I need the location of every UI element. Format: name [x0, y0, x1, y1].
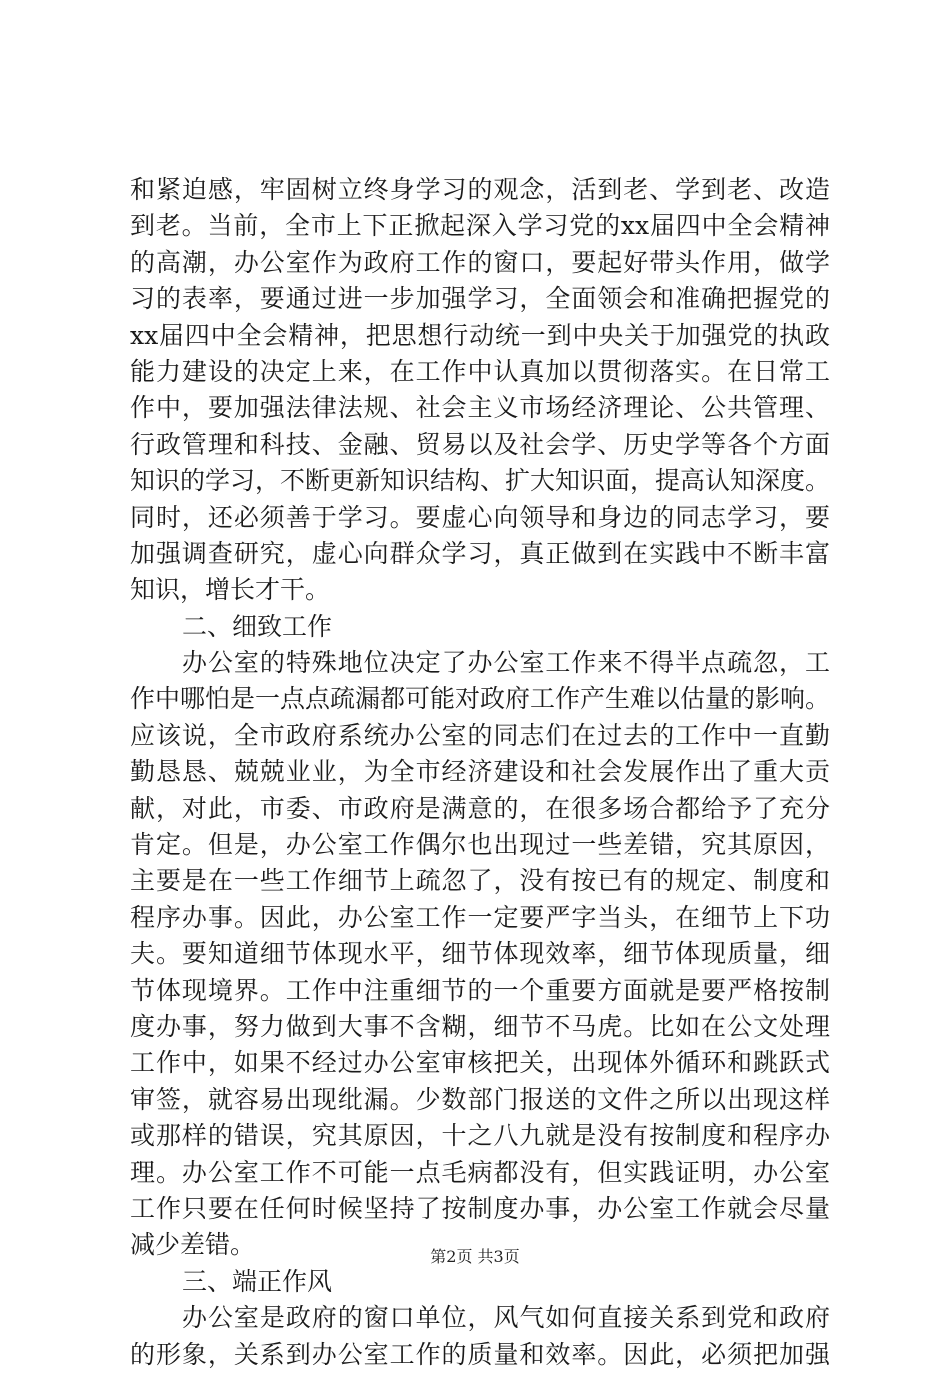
text-line: 勤恳恳、兢兢业业，为全市经济建设和社会发展作出了重大贡	[130, 757, 830, 787]
text-line: 三、端正作风	[182, 1266, 333, 1296]
text-line: 应该说，全市政府系统办公室的同志们在过去的工作中一直勤	[130, 720, 830, 750]
text-line: 工作中，如果不经过办公室审核把关，出现体外循环和跳跃式	[130, 1048, 830, 1078]
text-line: 能力建设的决定上来，在工作中认真加以贯彻落实。在日常工	[130, 356, 830, 386]
text-line: 办公室是政府的窗口单位，风气如何直接关系到党和政府	[182, 1303, 830, 1333]
text-line: 或那样的错误，究其原因，十之八九就是没有按制度和程序办	[130, 1121, 830, 1151]
text-line: 知识的学习，不断更新知识结构、扩大知识面，提高认知深度。	[130, 466, 831, 496]
text-line: 工作只要在任何时候坚持了按制度办事，办公室工作就会尽量	[130, 1193, 830, 1223]
text-line: 的形象，关系到办公室工作的质量和效率。因此，必须把加强	[130, 1339, 830, 1369]
text-line: 的高潮，办公室作为政府工作的窗口，要起好带头作用，做学	[130, 247, 830, 277]
text-line: 节体现境界。工作中注重细节的一个重要方面就是要严格按制	[130, 975, 830, 1005]
text-line: 度办事，努力做到大事不含糊，细节不马虎。比如在公文处理	[130, 1011, 830, 1041]
text-line: 献，对此，市委、市政府是满意的，在很多场合都给予了充分	[130, 793, 830, 823]
text-line: 审签，就容易出现纰漏。少数部门报送的文件之所以出现这样	[130, 1084, 830, 1114]
text-line: xx届四中全会精神，把思想行动统一到中央关于加强党的执政	[130, 320, 830, 350]
text-line: 作中哪怕是一点点疏漏都可能对政府工作产生难以估量的影响。	[130, 684, 831, 714]
text-line: 二、细致工作	[182, 611, 333, 641]
text-line: 加强调查研究，虚心向群众学习，真正做到在实践中不断丰富	[130, 538, 830, 568]
text-line: 减少差错。	[130, 1230, 256, 1260]
page-footer: 第2页 共3页	[430, 1247, 520, 1266]
text-line: 程序办事。因此，办公室工作一定要严字当头，在细节上下功	[130, 902, 830, 932]
text-line: 行政管理和科技、金融、贸易以及社会学、历史学等各个方面	[130, 429, 830, 459]
text-line: 习的表率，要通过进一步加强学习，全面领会和准确把握党的	[130, 284, 830, 314]
text-line: 同时，还必须善于学习。要虚心向领导和身边的同志学习，要	[130, 502, 830, 532]
body-text	[130, 172, 830, 1373]
text-line: 夫。要知道细节体现水平，细节体现效率，细节体现质量，细	[130, 939, 830, 969]
text-line: 和紧迫感，牢固树立终身学习的观念，活到老、学到老、改造	[130, 175, 830, 204]
text-line: 肯定。但是，办公室工作偶尔也出现过一些差错，究其原因，	[130, 830, 830, 860]
text-line: 理。办公室工作不可能一点毛病都没有，但实践证明，办公室	[130, 1157, 830, 1187]
text-line: 知识，增长才干。	[130, 575, 331, 605]
text-line: 作中，要加强法律法规、社会主义市场经济理论、公共管理、	[130, 393, 830, 423]
text-line: 办公室的特殊地位决定了办公室工作来不得半点疏忽，工	[182, 648, 830, 678]
text-line: 到老。当前，全市上下正掀起深入学习党的xx届四中全会精神	[130, 211, 830, 241]
text-line: 主要是在一些工作细节上疏忽了，没有按已有的规定、制度和	[130, 866, 830, 896]
